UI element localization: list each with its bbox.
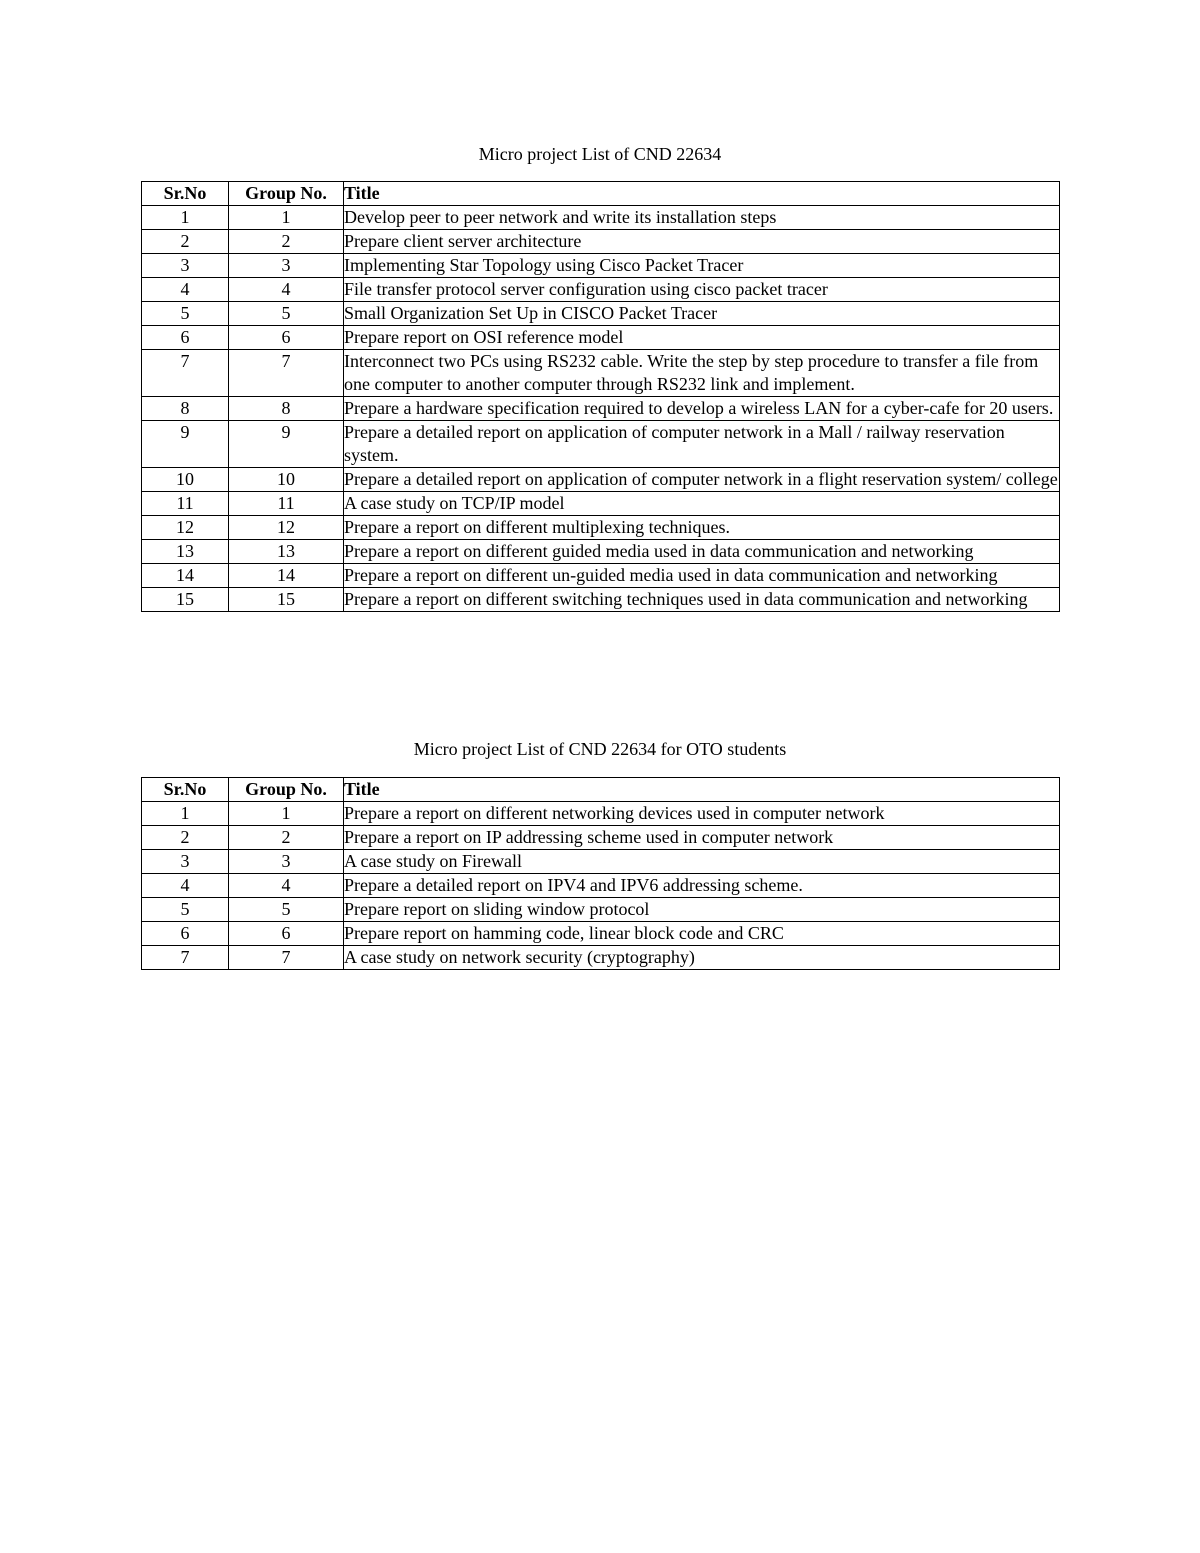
sr-no-cell: 7: [142, 350, 229, 397]
title-cell: Implementing Star Topology using Cisco Packet Tracer: [344, 254, 1060, 278]
table-header-row: [142, 778, 1060, 802]
header-title: Title: [344, 778, 1060, 802]
group-no-cell: 5: [229, 302, 344, 326]
table-row: [142, 588, 1060, 612]
micro-project-table: [141, 181, 1060, 612]
title-cell: Prepare a report on different un-guided media used in data communication and networking: [344, 564, 1060, 588]
sr-no-cell: 9: [142, 421, 229, 468]
table-row: [142, 516, 1060, 540]
group-no-cell: 7: [229, 350, 344, 397]
sr-no-cell: 5: [142, 302, 229, 326]
title-cell: A case study on network security (cryptography): [344, 946, 1060, 970]
sr-no-cell: 1: [142, 802, 229, 826]
title-cell: Prepare a report on different switching techniques used in data communication and networking: [344, 588, 1060, 612]
title-cell: Prepare client server architecture: [344, 230, 1060, 254]
table-row: [142, 302, 1060, 326]
title-cell: Interconnect two PCs using RS232 cable. Write the step by step procedure to transfer a file from one computer to another computer through RS232 link and implement.: [344, 350, 1060, 397]
group-no-cell: 4: [229, 874, 344, 898]
sr-no-cell: 3: [142, 850, 229, 874]
header-group-no: Group No.: [229, 182, 344, 206]
sr-no-cell: 11: [142, 492, 229, 516]
section-1-title: Micro project List of CND 22634: [478, 144, 722, 164]
sr-no-cell: 2: [142, 826, 229, 850]
title-cell: Prepare report on sliding window protocol: [344, 898, 1060, 922]
title-cell: A case study on Firewall: [344, 850, 1060, 874]
sr-no-cell: 7: [142, 946, 229, 970]
table-row: [142, 350, 1060, 397]
title-cell: Prepare a hardware specification required to develop a wireless LAN for a cyber-cafe for 20 users.: [344, 397, 1060, 421]
table-row: [142, 206, 1060, 230]
group-no-cell: 4: [229, 278, 344, 302]
table-row: [142, 278, 1060, 302]
title-cell: Prepare a detailed report on application of computer network in a Mall / railway reservation system.: [344, 421, 1060, 468]
table-row: [142, 421, 1060, 468]
title-cell: Small Organization Set Up in CISCO Packet Tracer: [344, 302, 1060, 326]
header-sr-no: Sr.No: [142, 182, 229, 206]
table-row: [142, 898, 1060, 922]
table-row: [142, 802, 1060, 826]
sr-no-cell: 14: [142, 564, 229, 588]
header-sr-no: Sr.No: [142, 778, 229, 802]
group-no-cell: 7: [229, 946, 344, 970]
oto-micro-project-table: [141, 777, 1060, 970]
group-no-cell: 3: [229, 254, 344, 278]
group-no-cell: 3: [229, 850, 344, 874]
group-no-cell: 2: [229, 826, 344, 850]
sr-no-cell: 8: [142, 397, 229, 421]
table-row: [142, 564, 1060, 588]
group-no-cell: 6: [229, 326, 344, 350]
group-no-cell: 14: [229, 564, 344, 588]
sr-no-cell: 4: [142, 278, 229, 302]
table-row: [142, 922, 1060, 946]
sr-no-cell: 15: [142, 588, 229, 612]
group-no-cell: 2: [229, 230, 344, 254]
sr-no-cell: 13: [142, 540, 229, 564]
title-cell: Prepare a detailed report on application of computer network in a flight reservation system/ college: [344, 468, 1060, 492]
header-title: Title: [344, 182, 1060, 206]
table-row: [142, 540, 1060, 564]
title-cell: File transfer protocol server configuration using cisco packet tracer: [344, 278, 1060, 302]
table-row: [142, 230, 1060, 254]
table-row: [142, 254, 1060, 278]
title-cell: Prepare a report on different guided media used in data communication and networking: [344, 540, 1060, 564]
group-no-cell: 6: [229, 922, 344, 946]
sr-no-cell: 6: [142, 326, 229, 350]
sr-no-cell: 1: [142, 206, 229, 230]
table-row: [142, 492, 1060, 516]
group-no-cell: 15: [229, 588, 344, 612]
group-no-cell: 8: [229, 397, 344, 421]
group-no-cell: 1: [229, 802, 344, 826]
table-row: [142, 946, 1060, 970]
table-row: [142, 874, 1060, 898]
group-no-cell: 12: [229, 516, 344, 540]
title-cell: Prepare report on hamming code, linear block code and CRC: [344, 922, 1060, 946]
table-header-row: [142, 182, 1060, 206]
header-group-no: Group No.: [229, 778, 344, 802]
sr-no-cell: 2: [142, 230, 229, 254]
sr-no-cell: 3: [142, 254, 229, 278]
title-cell: Prepare a detailed report on IPV4 and IPV6 addressing scheme.: [344, 874, 1060, 898]
title-cell: Prepare a report on different networking devices used in computer network: [344, 802, 1060, 826]
title-cell: Develop peer to peer network and write its installation steps: [344, 206, 1060, 230]
group-no-cell: 5: [229, 898, 344, 922]
sr-no-cell: 12: [142, 516, 229, 540]
group-no-cell: 9: [229, 421, 344, 468]
table-row: [142, 468, 1060, 492]
sr-no-cell: 6: [142, 922, 229, 946]
group-no-cell: 10: [229, 468, 344, 492]
table-row: [142, 326, 1060, 350]
title-cell: A case study on TCP/IP model: [344, 492, 1060, 516]
group-no-cell: 11: [229, 492, 344, 516]
sr-no-cell: 4: [142, 874, 229, 898]
table-row: [142, 850, 1060, 874]
group-no-cell: 13: [229, 540, 344, 564]
title-cell: Prepare a report on different multiplexing techniques.: [344, 516, 1060, 540]
title-cell: Prepare a report on IP addressing scheme used in computer network: [344, 826, 1060, 850]
sr-no-cell: 5: [142, 898, 229, 922]
section-2-title: Micro project List of CND 22634 for OTO students: [413, 739, 787, 759]
table-row: [142, 826, 1060, 850]
sr-no-cell: 10: [142, 468, 229, 492]
group-no-cell: 1: [229, 206, 344, 230]
table-row: [142, 397, 1060, 421]
title-cell: Prepare report on OSI reference model: [344, 326, 1060, 350]
